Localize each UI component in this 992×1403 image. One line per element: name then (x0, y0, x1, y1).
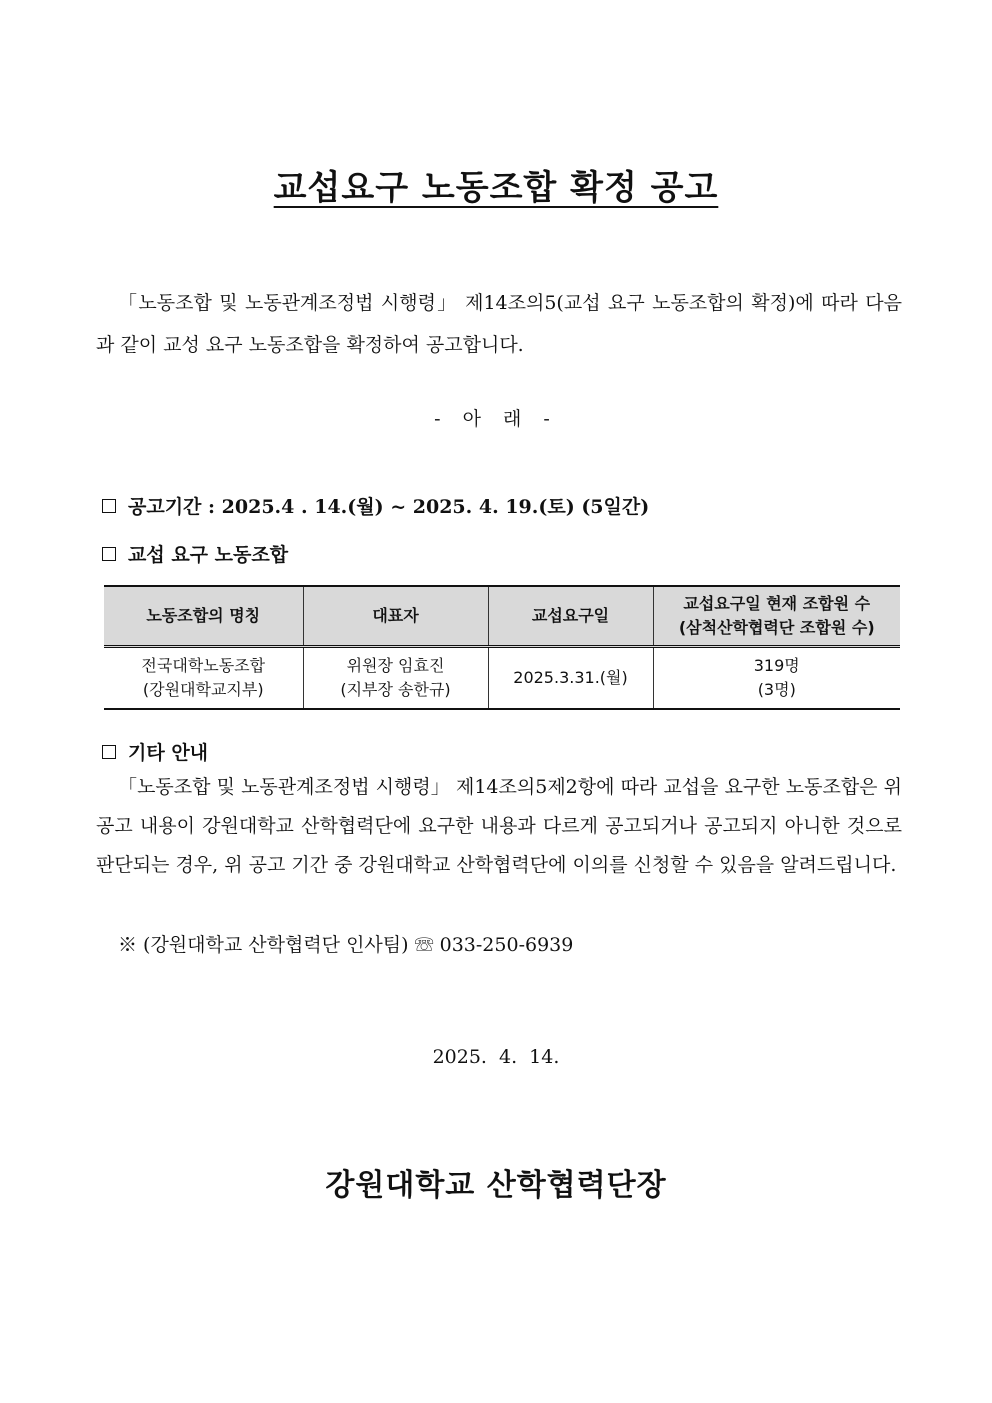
header-member-count-line2: (삼척산학협력단 조합원 수) (678, 618, 875, 637)
member-count-line2: (3명) (757, 680, 796, 699)
below-heading: - 아 래 - (434, 408, 558, 430)
section-period-text: 공고기간 : 2025.4 . 14.(월) ~ 2025. 4. 19.(토) (5일간) (128, 496, 650, 518)
section-period (102, 492, 649, 519)
cell-union-name (104, 647, 303, 710)
header-request-date: 교섭요구일 (488, 586, 653, 647)
section-union-text: 교섭 요구 노동조합 (128, 544, 289, 566)
cell-member-count (653, 647, 900, 710)
header-member-count (653, 586, 900, 647)
section-etc (102, 738, 208, 765)
header-member-count-line1: 교섭요구일 현재 조합원 수 (683, 594, 871, 613)
union-name-line2: (강원대학교지부) (142, 680, 264, 699)
union-name-line1: 전국대학노동조합 (141, 656, 266, 675)
cell-request-date: 2025.3.31.(월) (488, 647, 653, 710)
checkbox-square-icon (102, 745, 116, 759)
header-union-name: 노동조합의 명칭 (104, 586, 303, 647)
checkbox-square-icon (102, 499, 116, 513)
etc-paragraph: 「노동조합 및 노동관계조정법 시행령」 제14조의5제2항에 따라 교섭을 요구한 노동조합은 위 공고 내용이 강원대학교 산학협력단에 요구한 내용과 다르게 공고되거나 공고되지 아니한 것으로 판단되는 경우, 위 공고 기간 중 강원대학교 산학협력단에 이의를 신청할 수 있음을 알려드립니다. (96, 776, 902, 876)
union-table (104, 585, 900, 710)
representative-line2: (지부장 송한규) (340, 680, 451, 699)
member-count-line1: 319명 (753, 656, 800, 675)
section-etc-text: 기타 안내 (128, 742, 209, 764)
intro-paragraph: 「노동조합 및 노동관계조정법 시행령」 제14조의5(교섭 요구 노동조합의 확정)에 따라 다음과 같이 교성 요구 노동조합을 확정하여 공고합니다. (96, 292, 902, 356)
table-header-row (104, 586, 900, 647)
contact-line: ※ (강원대학교 산학협력단 인사팀) ☏ 033-250-6939 (118, 934, 574, 956)
notice-date: 2025. 4. 14. (432, 1046, 560, 1068)
document-title: 교섭요구 노동조합 확정 공고 (273, 168, 719, 208)
header-representative: 대표자 (303, 586, 488, 647)
signature: 강원대학교 산학협력단장 (325, 1168, 667, 1203)
table-row (104, 647, 900, 710)
checkbox-square-icon (102, 547, 116, 561)
cell-representative (303, 647, 488, 710)
section-union (102, 540, 288, 567)
representative-line1: 위원장 임효진 (346, 656, 445, 675)
